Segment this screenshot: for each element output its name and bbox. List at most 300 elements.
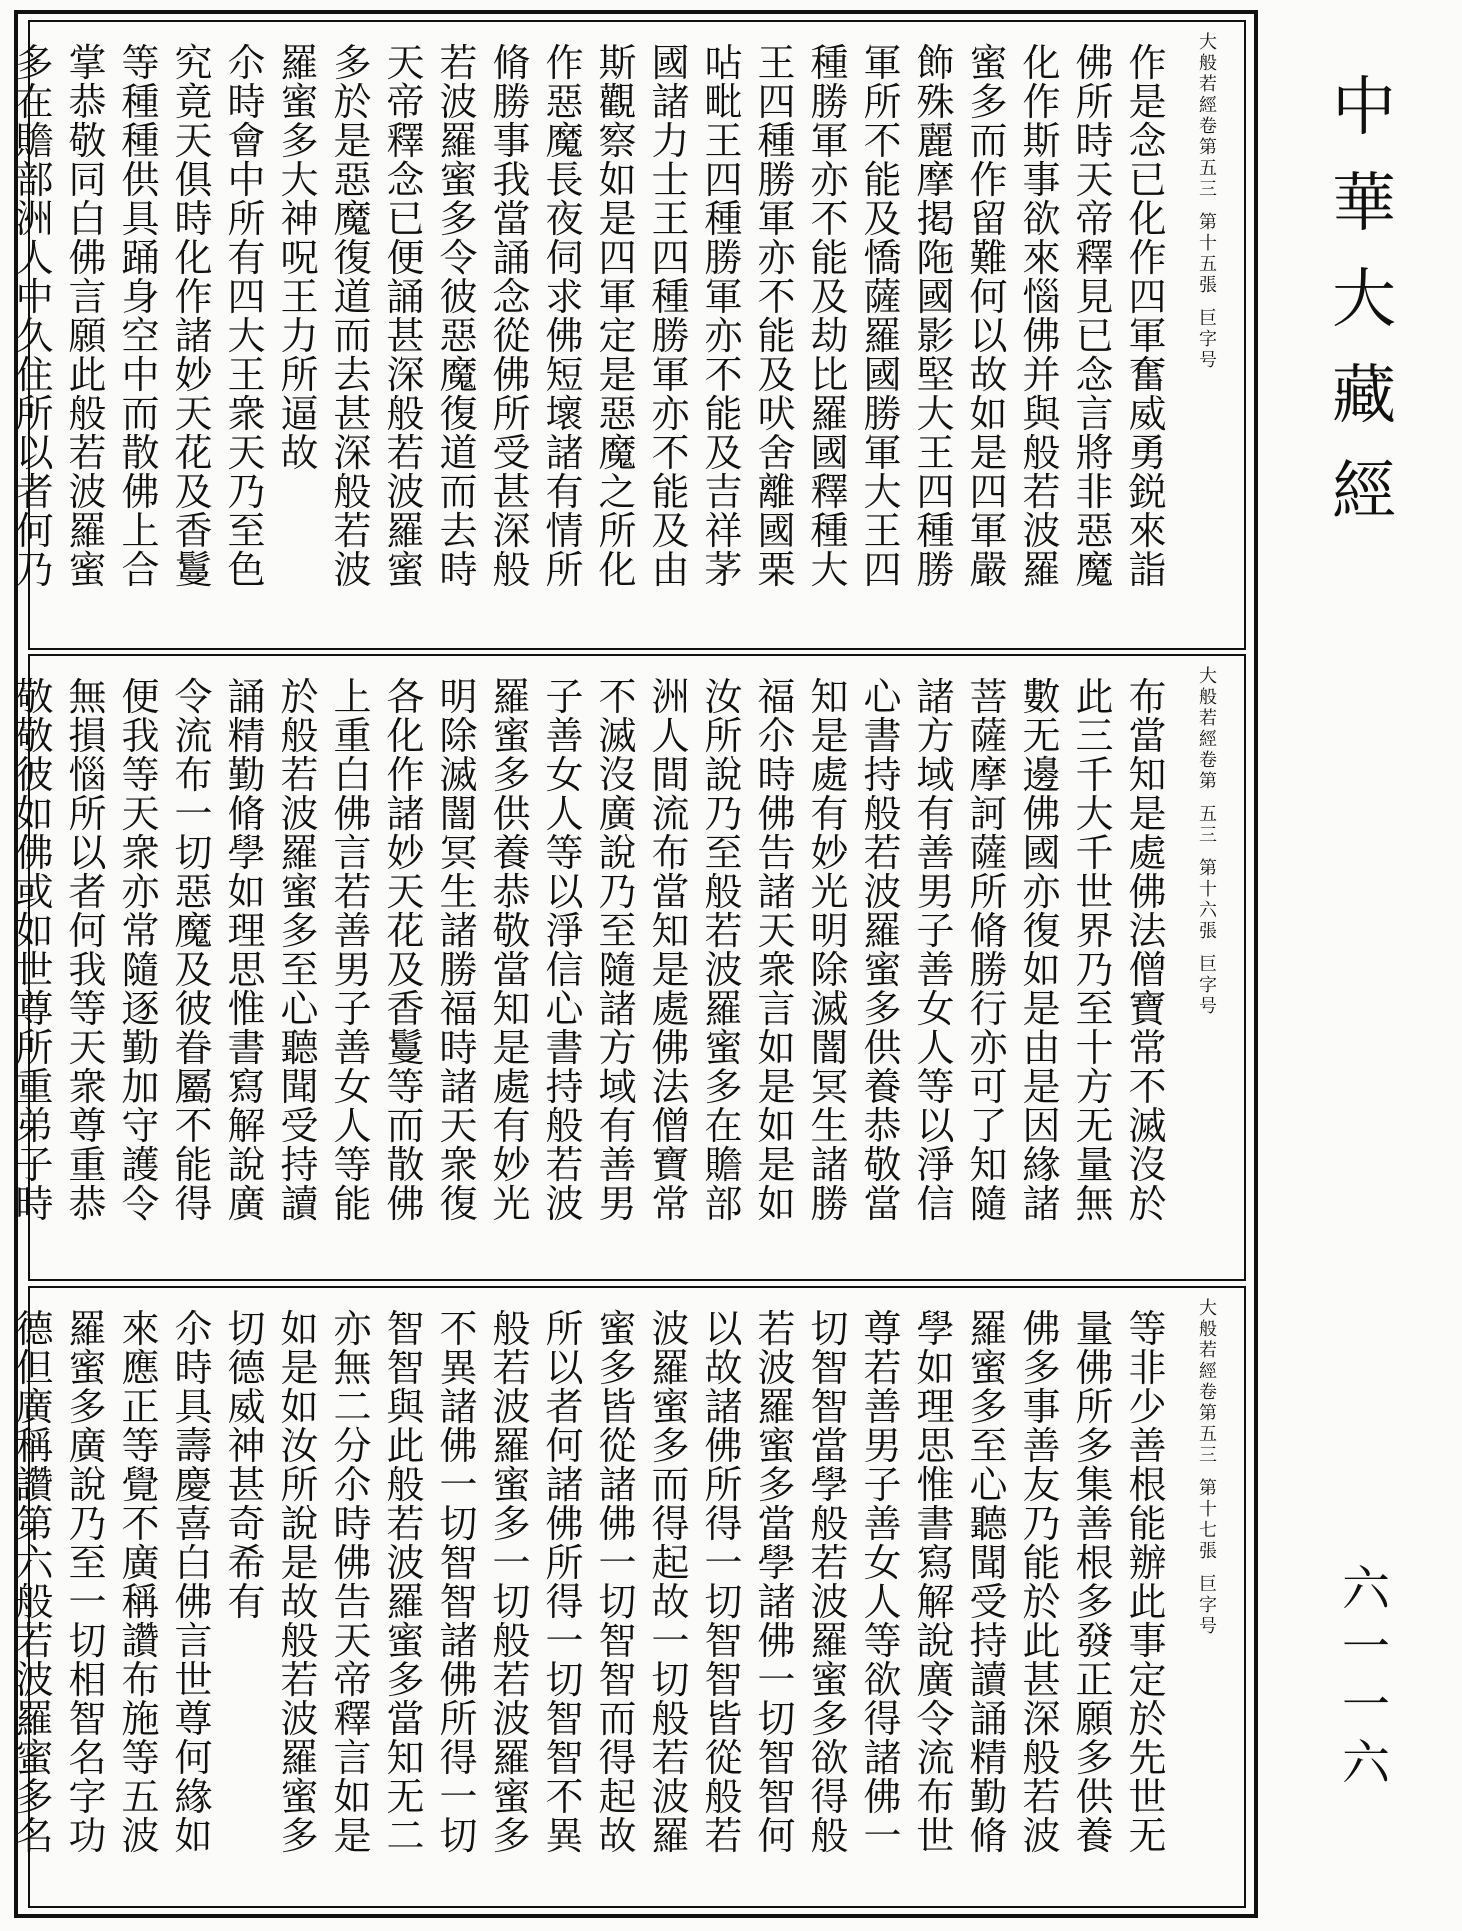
character: 非 <box>1128 1346 1167 1390</box>
margin-char: 字 <box>1199 329 1217 350</box>
text-column <box>1015 1307 1068 1858</box>
character <box>0 1622 8 1661</box>
character: 得 <box>810 1775 849 1819</box>
character: 諸 <box>545 431 584 475</box>
character <box>0 83 8 122</box>
character: 敬 <box>68 119 107 163</box>
character: 寫 <box>916 1541 955 1585</box>
character: 智 <box>757 1775 796 1819</box>
character: 願 <box>1075 1697 1114 1741</box>
character: 多 <box>863 987 902 1031</box>
character: 界 <box>1075 909 1114 953</box>
character: 冥 <box>810 1065 849 1109</box>
character: 於 <box>1128 1697 1167 1741</box>
character: 妙 <box>386 831 425 875</box>
character: 諸 <box>439 1385 478 1429</box>
character: 僧 <box>1128 948 1167 992</box>
character: 佛 <box>439 1424 478 1468</box>
character: 如 <box>1022 948 1061 992</box>
character: 智 <box>545 1736 584 1780</box>
character: 善 <box>545 714 584 758</box>
character: 種 <box>757 119 796 163</box>
character: 世 <box>1128 1775 1167 1819</box>
character: 等 <box>68 987 107 1031</box>
character: 供 <box>1075 1775 1114 1819</box>
character: 光 <box>810 870 849 914</box>
character: 以 <box>704 1307 743 1351</box>
text-column <box>485 1307 538 1858</box>
character: 乃 <box>1075 948 1114 992</box>
character: 重 <box>333 714 372 758</box>
character: 恭 <box>492 870 531 914</box>
character: 解 <box>227 1104 266 1148</box>
character: 所 <box>704 714 743 758</box>
margin-note-1 <box>1184 32 1232 371</box>
character: 彼 <box>439 275 478 319</box>
character: 多 <box>15 41 54 85</box>
character: 般 <box>810 1502 849 1546</box>
character: 說 <box>704 753 743 797</box>
text-column <box>856 1307 909 1858</box>
character: 逐 <box>121 987 160 1031</box>
character: 是 <box>651 948 690 992</box>
character: 敬 <box>863 1143 902 1187</box>
margin-char: 第 <box>1199 1478 1217 1499</box>
character: 時 <box>439 548 478 592</box>
character: 者 <box>15 470 54 514</box>
character: 當 <box>810 1424 849 1468</box>
character: 白 <box>174 1541 213 1585</box>
character: 而 <box>439 470 478 514</box>
character: 多 <box>1075 1736 1114 1780</box>
character: 妙 <box>174 353 213 397</box>
character: 吠 <box>757 392 796 436</box>
character: 若 <box>386 1502 425 1546</box>
character: 四 <box>1128 275 1167 319</box>
character: 尒 <box>757 714 796 758</box>
character: 切 <box>757 1697 796 1741</box>
character: 羅 <box>68 509 107 553</box>
character: 善 <box>598 1143 637 1187</box>
character: 令 <box>174 675 213 719</box>
character: 知 <box>651 909 690 953</box>
character: 多 <box>757 1463 796 1507</box>
character: 深 <box>1022 1697 1061 1741</box>
character: 書 <box>863 714 902 758</box>
character: 多 <box>598 1346 637 1390</box>
character: 諸 <box>863 1736 902 1780</box>
character: 波 <box>545 1182 584 1226</box>
character: 智 <box>386 1307 425 1351</box>
character: 殊 <box>916 80 955 124</box>
character: 深 <box>492 509 531 553</box>
character: 等 <box>916 1065 955 1109</box>
text-column <box>697 675 750 1226</box>
character: 亦 <box>651 392 690 436</box>
character: 佛 <box>598 1502 637 1546</box>
character: 波 <box>121 1814 160 1858</box>
character: 若 <box>863 831 902 875</box>
character: 惡 <box>333 158 372 202</box>
character: 男 <box>333 948 372 992</box>
character: 得 <box>651 1502 690 1546</box>
margin-char: 十 <box>1199 1499 1217 1520</box>
character: 令 <box>121 1182 160 1226</box>
character: 至 <box>704 831 743 875</box>
character: 切 <box>439 1502 478 1546</box>
character: 稱 <box>121 1580 160 1624</box>
character: 六 <box>15 1541 54 1585</box>
character: 法 <box>651 1065 690 1109</box>
character: 當 <box>386 1697 425 1741</box>
character: 諸 <box>174 314 213 358</box>
character: 呫 <box>704 41 743 85</box>
character: 是 <box>280 1346 319 1390</box>
character: 天 <box>333 1619 372 1663</box>
character: 所 <box>704 1463 743 1507</box>
character: 諸 <box>704 1385 743 1429</box>
character: 作 <box>1128 41 1167 85</box>
character: 等 <box>1128 1307 1167 1351</box>
character: 以 <box>68 831 107 875</box>
character: 羅 <box>15 1697 54 1741</box>
character <box>0 1349 8 1388</box>
character: 此 <box>1075 675 1114 719</box>
character: 佛 <box>1128 870 1167 914</box>
text-panel-3 <box>15 1286 1246 1908</box>
character: 廣 <box>68 1424 107 1468</box>
character: 根 <box>1075 1541 1114 1585</box>
text-column <box>220 41 273 592</box>
character: 軍 <box>651 353 690 397</box>
character: 慶 <box>174 1463 213 1507</box>
character: 種 <box>916 509 955 553</box>
character: 起 <box>598 1775 637 1819</box>
character <box>0 200 8 239</box>
character <box>0 1146 8 1185</box>
margin-char: 三 <box>1199 179 1217 200</box>
character: 多 <box>1075 1580 1114 1624</box>
character: 道 <box>439 431 478 475</box>
character: 但 <box>15 1346 54 1390</box>
text-column <box>1121 675 1174 1226</box>
character: 知 <box>969 1143 1008 1187</box>
character <box>0 1029 8 1068</box>
character: 受 <box>280 1104 319 1148</box>
character: 勤 <box>969 1775 1008 1819</box>
character: 是 <box>1022 1065 1061 1109</box>
character: 十 <box>1075 1026 1114 1070</box>
text-column <box>1121 1307 1174 1858</box>
character: 善 <box>1128 1424 1167 1468</box>
character: 般 <box>651 1697 690 1741</box>
character: 國 <box>863 353 902 397</box>
character: 一 <box>757 1658 796 1702</box>
character: 是 <box>969 431 1008 475</box>
columns-2 <box>0 675 1174 1226</box>
vertical-char: 大 <box>1332 263 1396 337</box>
character: 是 <box>333 119 372 163</box>
character: 鋭 <box>1128 470 1167 514</box>
character: 不 <box>651 431 690 475</box>
character: 理 <box>227 909 266 953</box>
character: 當 <box>1128 714 1167 758</box>
character: 時 <box>15 1182 54 1226</box>
character: 復 <box>1022 909 1061 953</box>
character: 若 <box>757 1307 796 1351</box>
character: 誦 <box>386 275 425 319</box>
character: 勤 <box>121 1026 160 1070</box>
character: 誦 <box>492 236 531 280</box>
character: 時 <box>333 1502 372 1546</box>
character: 所 <box>439 1697 478 1741</box>
character: 般 <box>386 392 425 436</box>
character: 蜜 <box>386 1619 425 1663</box>
character: 祥 <box>704 509 743 553</box>
character: 至 <box>227 509 266 553</box>
character: 情 <box>545 509 584 553</box>
text-column <box>273 41 326 590</box>
character: 能 <box>1022 1541 1061 1585</box>
character: 二 <box>386 1814 425 1858</box>
character: 子 <box>916 909 955 953</box>
margin-char: 經 <box>1199 1361 1217 1382</box>
character: 若 <box>704 909 743 953</box>
character: 衆 <box>68 1065 107 1109</box>
character: 不 <box>598 675 637 719</box>
text-column <box>909 41 962 592</box>
character: 切 <box>598 1580 637 1624</box>
character: 聞 <box>280 1065 319 1109</box>
character: 具 <box>121 197 160 241</box>
character: 波 <box>810 1580 849 1624</box>
character: 如 <box>969 392 1008 436</box>
character: 五 <box>121 1775 160 1819</box>
character: 念 <box>1075 353 1114 397</box>
character: 至 <box>1075 987 1114 1031</box>
character: 智 <box>704 1619 743 1663</box>
character: 蜜 <box>492 1775 531 1819</box>
character: 羅 <box>810 392 849 436</box>
character: 波 <box>280 1697 319 1741</box>
character: 魔 <box>439 353 478 397</box>
text-column <box>8 41 61 592</box>
character: 此 <box>386 1424 425 1468</box>
character: 言 <box>174 1619 213 1663</box>
text-column <box>803 1307 856 1858</box>
character: 多 <box>1022 1346 1061 1390</box>
character: 寶 <box>651 1143 690 1187</box>
character: 千 <box>1075 831 1114 875</box>
character: 薩 <box>969 831 1008 875</box>
character: 起 <box>651 1541 690 1585</box>
character: 一 <box>704 1541 743 1585</box>
character: 贍 <box>704 1143 743 1187</box>
character: 比 <box>810 353 849 397</box>
character: 如 <box>280 1307 319 1351</box>
character: 福 <box>757 675 796 719</box>
character: 佛 <box>333 1541 372 1585</box>
character: 摩 <box>916 158 955 202</box>
margin-char: 第 <box>1199 858 1217 879</box>
character: 常 <box>121 909 160 953</box>
character: 守 <box>121 1104 160 1148</box>
character: 蜜 <box>492 714 531 758</box>
character: 蜜 <box>386 548 425 592</box>
character: 受 <box>492 431 531 475</box>
character: 供 <box>492 792 531 836</box>
character <box>0 161 8 200</box>
character: 詣 <box>1128 548 1167 592</box>
character: 故 <box>651 1580 690 1624</box>
character: 由 <box>1022 1026 1061 1070</box>
character: 時 <box>227 80 266 124</box>
character: 種 <box>810 41 849 85</box>
character: 行 <box>969 987 1008 1031</box>
character: 廣 <box>916 1658 955 1702</box>
text-column <box>379 41 432 592</box>
character: 而 <box>969 119 1008 163</box>
character: 乃 <box>704 792 743 836</box>
character: 薩 <box>969 714 1008 758</box>
character: 魔 <box>1075 548 1114 592</box>
character: 男 <box>863 1424 902 1468</box>
text-column <box>61 675 114 1226</box>
character: 智 <box>810 1385 849 1429</box>
character: 者 <box>545 1385 584 1429</box>
margin-char: 七 <box>1199 1520 1217 1541</box>
character: 蜜 <box>598 1307 637 1351</box>
character: 聽 <box>280 1026 319 1070</box>
character: 天 <box>227 431 266 475</box>
character: 說 <box>68 1463 107 1507</box>
character: 不 <box>439 1307 478 1351</box>
text-column <box>0 678 8 1224</box>
vertical-char: 華 <box>1332 167 1396 241</box>
character: 切 <box>174 831 213 875</box>
character <box>0 395 8 434</box>
character: 人 <box>863 1580 902 1624</box>
text-column <box>750 1307 803 1858</box>
character: 勝 <box>651 314 690 358</box>
character: 佛 <box>545 314 584 358</box>
character: 令 <box>439 236 478 280</box>
character: 種 <box>121 119 160 163</box>
character: 於 <box>280 675 319 719</box>
character: 離 <box>757 470 796 514</box>
character: 長 <box>545 158 584 202</box>
character: 佛 <box>1075 41 1114 85</box>
character: 方 <box>916 714 955 758</box>
character: 勝 <box>704 236 743 280</box>
character: 而 <box>598 1697 637 1741</box>
character: 波 <box>863 870 902 914</box>
margin-char: 張 <box>1199 921 1217 942</box>
character: 智 <box>545 1697 584 1741</box>
character: 切 <box>439 1814 478 1858</box>
character: 光 <box>492 1182 531 1226</box>
character: 明 <box>439 675 478 719</box>
character: 般 <box>280 1619 319 1663</box>
character: 等 <box>121 1736 160 1780</box>
character: 我 <box>121 714 160 758</box>
character: 復 <box>439 1182 478 1226</box>
character: 四 <box>227 275 266 319</box>
character: 波 <box>1022 509 1061 553</box>
character: 留 <box>969 197 1008 241</box>
character: 四 <box>757 80 796 124</box>
character: 亦 <box>810 158 849 202</box>
character: 諸 <box>545 1463 584 1507</box>
character: 讚 <box>15 1463 54 1507</box>
margin-char: 五 <box>1199 1424 1217 1445</box>
text-column <box>591 675 644 1226</box>
character: 軍 <box>757 197 796 241</box>
character: 蜜 <box>280 870 319 914</box>
character: 復 <box>439 392 478 436</box>
character: 書 <box>227 1026 266 1070</box>
margin-char: 經 <box>1199 95 1217 116</box>
character: 善 <box>863 1502 902 1546</box>
character: 亦 <box>121 870 160 914</box>
character: 汝 <box>280 1424 319 1468</box>
margin-char: 三 <box>1199 1445 1217 1466</box>
character: 念 <box>386 158 425 202</box>
character: 多 <box>280 1814 319 1858</box>
character: 呪 <box>280 236 319 280</box>
character: 王 <box>863 509 902 553</box>
character: 二 <box>333 1385 372 1429</box>
character: 學 <box>916 1307 955 1351</box>
character: 能 <box>863 158 902 202</box>
character: 多 <box>1075 1424 1114 1468</box>
character: 至 <box>969 1424 1008 1468</box>
character: 一 <box>863 1814 902 1858</box>
character: 緣 <box>1022 1143 1061 1187</box>
character: 精 <box>227 714 266 758</box>
margin-char: 十 <box>1199 879 1217 900</box>
character: 各 <box>386 675 425 719</box>
text-column <box>220 675 273 1226</box>
character: 人 <box>545 792 584 836</box>
character: 佛 <box>651 1026 690 1070</box>
character: 波 <box>15 1658 54 1702</box>
character: 讀 <box>969 1658 1008 1702</box>
character: 女 <box>916 987 955 1031</box>
text-column <box>485 41 538 592</box>
character: 讀 <box>280 1182 319 1226</box>
character: 是 <box>1128 80 1167 124</box>
character: 諸 <box>757 870 796 914</box>
character: 恭 <box>68 1182 107 1226</box>
character <box>0 44 8 83</box>
character: 若 <box>863 1346 902 1390</box>
character: 能 <box>333 1182 372 1226</box>
character: 時 <box>757 753 796 797</box>
character: 人 <box>15 236 54 280</box>
character: 是 <box>1128 792 1167 836</box>
character: 香 <box>174 509 213 553</box>
character: 王 <box>651 197 690 241</box>
margin-char: 般 <box>1199 687 1217 708</box>
character: 蜜 <box>651 1385 690 1429</box>
character: 羅 <box>280 1736 319 1780</box>
margin-char: 第 <box>1199 1403 1217 1424</box>
character: 是 <box>598 353 637 397</box>
character: 說 <box>598 831 637 875</box>
character: 化 <box>386 714 425 758</box>
text-column <box>750 41 803 592</box>
